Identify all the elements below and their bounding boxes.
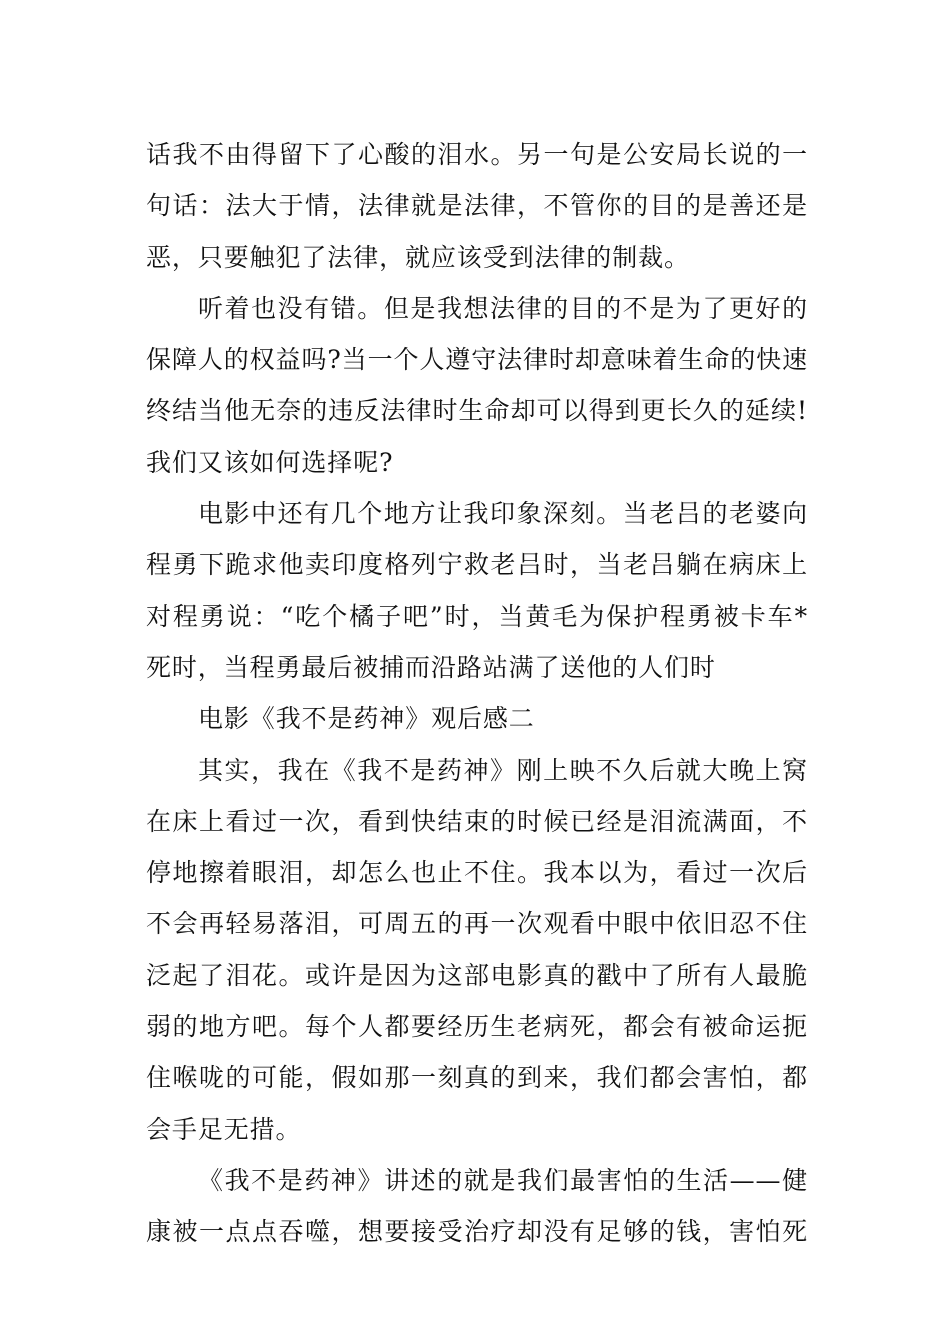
- text-line: 在床上看过一次，看到快结束的时候已经是泪流满面，不: [146, 806, 808, 836]
- text-line: 我们又该如何选择呢?: [146, 447, 394, 477]
- text-line: 对程勇说：“吃个橘子吧”时，当黄毛为保护程勇被卡车*: [146, 601, 808, 631]
- text-line: 保障人的权益吗?当一个人遵守法律时却意味着生命的快速: [146, 345, 808, 375]
- text-line: 听着也没有错。但是我想法律的目的不是为了更好的: [198, 293, 808, 323]
- text-line: 康被一点点吞噬，想要接受治疗却没有足够的钱，害怕死: [146, 1217, 808, 1247]
- text-line: 停地擦着眼泪，却怎么也止不住。我本以为，看过一次后: [146, 858, 808, 888]
- text-line: 住喉咙的可能，假如那一刻真的到来，我们都会害怕，都: [146, 1063, 808, 1093]
- text-line: 电影中还有几个地方让我印象深刻。当老吕的老婆向: [198, 499, 808, 529]
- text-line: 泛起了泪花。或许是因为这部电影真的戳中了所有人最脆: [146, 960, 808, 990]
- text-line: 程勇下跪求他卖印度格列宁救老吕时，当老吕躺在病床上: [146, 550, 808, 580]
- text-line: 句话：法大于情，法律就是法律，不管你的目的是善还是: [146, 191, 808, 221]
- text-line: 弱的地方吧。每个人都要经历生老病死，都会有被命运扼: [146, 1012, 808, 1042]
- document-body: [146, 129, 808, 1258]
- text-line: 终结当他无奈的违反法律时生命却可以得到更长久的延续!: [146, 396, 808, 426]
- text-line: 会手足无措。: [146, 1114, 302, 1144]
- text-line: 话我不由得留下了心酸的泪水。另一句是公安局长说的一: [146, 140, 808, 169]
- text-line: 不会再轻易落泪，可周五的再一次观看中眼中依旧忍不住: [146, 909, 808, 939]
- text-line: 其实，我在《我不是药神》刚上映不久后就大晚上窝: [198, 755, 808, 785]
- text-line: 《我不是药神》讲述的就是我们最害怕的生活——健: [198, 1165, 808, 1195]
- text-line: 电影《我不是药神》观后感二: [198, 704, 535, 734]
- text-line: 恶，只要触犯了法律，就应该受到法律的制裁。: [146, 242, 690, 272]
- text-line: 死时，当程勇最后被捕而沿路站满了送他的人们时: [146, 652, 716, 682]
